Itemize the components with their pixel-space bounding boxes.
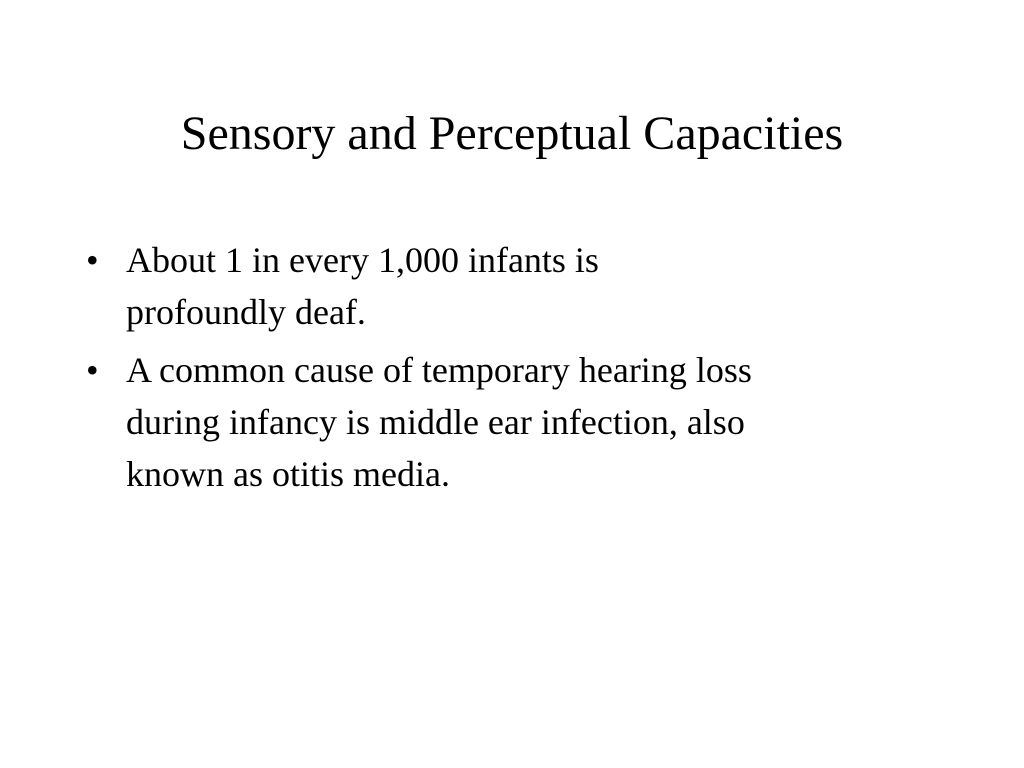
bullet-item — [86, 344, 936, 500]
bullet-icon: • — [86, 240, 99, 280]
bullet-line: during infancy is middle ear infection, also — [126, 402, 745, 442]
bullet-icon: • — [86, 350, 99, 390]
bullet-line: known as otitis media. — [126, 454, 450, 494]
bullet-item — [86, 234, 936, 338]
bullet-line: profoundly deaf. — [126, 292, 366, 332]
slide-title: Sensory and Perceptual Capacities — [180, 107, 844, 160]
bullet-line: A common cause of temporary hearing loss — [126, 350, 752, 390]
bullet-list — [86, 234, 936, 506]
bullet-line: About 1 in every 1,000 infants is — [126, 240, 599, 280]
